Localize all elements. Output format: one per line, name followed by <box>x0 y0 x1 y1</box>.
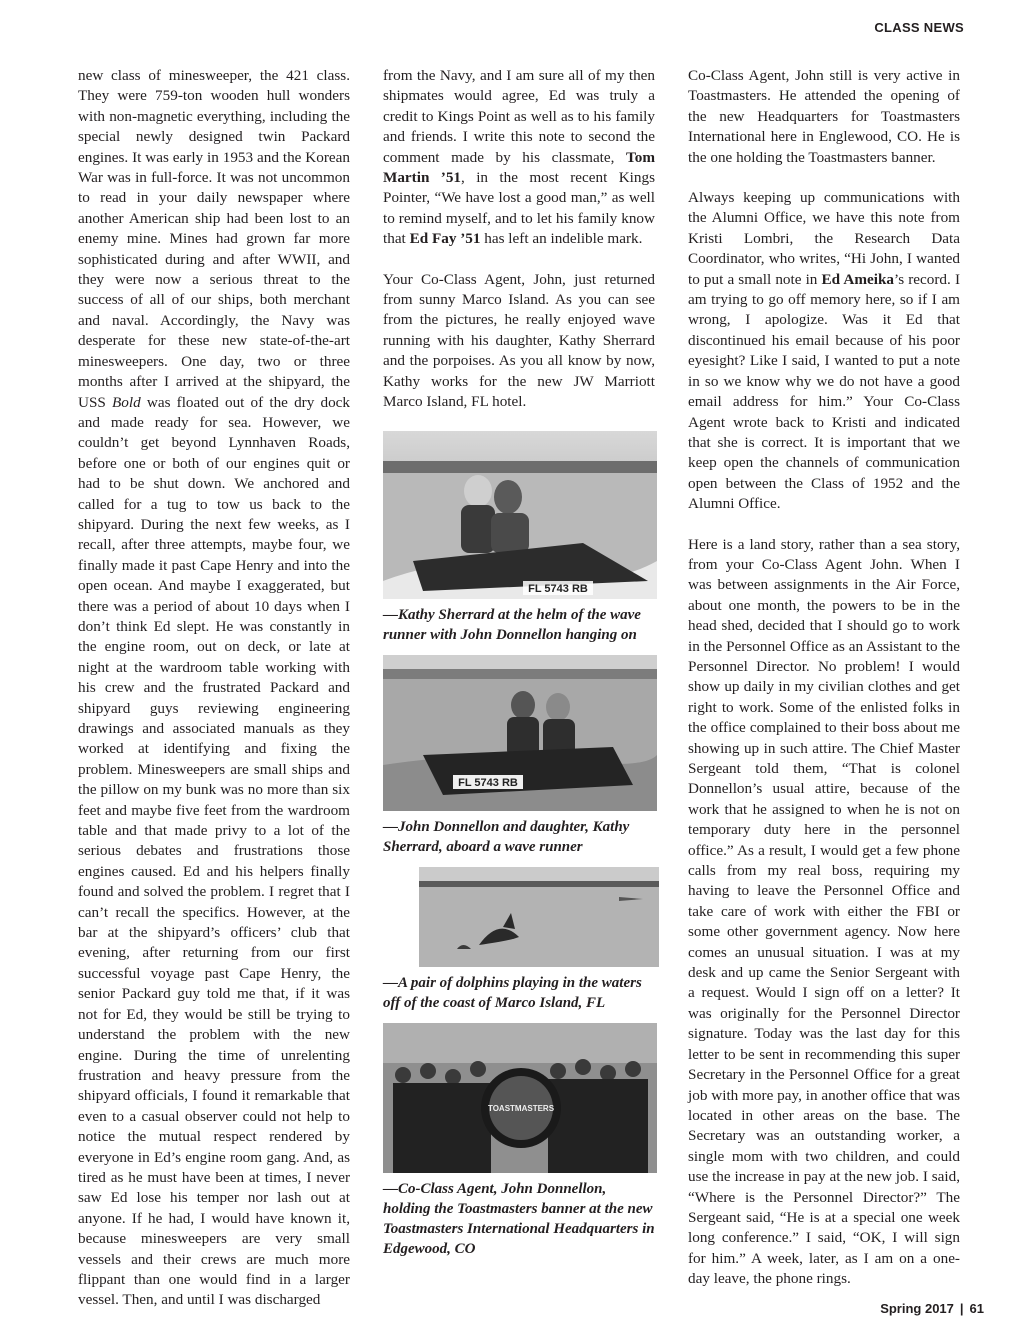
footer-separator: | <box>959 1301 964 1316</box>
caption-2: —John Donnellon and daughter, Kathy Sherrard, aboard a wave runner <box>383 818 630 855</box>
section-header: CLASS NEWS <box>874 20 964 35</box>
column-3-paragraph-3: Here is a land story, rather than a sea story, from your Co-Class Agent John. When I was between assignments in the Air Force, about one month, the powers to be in the head shed, decided that I should go to work in the Personnel Office as an Assistant to the Personnel Director. No problem! I would show up daily in my civilian clothes and get right to work. Some of the enlisted folks in the office complained to their boss about me showing up in such attire. The Chief Master Sergeant told them, “That is colonel Donnellon’s usual attire, because of the work that he assigned to when he is not on temporary duty here in the personnel office.” As a result, I would get a few phone calls from my real boss, requiring my having to leave the Personnel Office and take care of work with either the FBI or some other government agency. Now here comes an unusual situation. I was at my desk and up came the Senior Sergeant with a request. Would I sign off on a letter? It was originally for the Personnel Director signature. Today was the last day for this letter to be sent in recommending this super Secretary in the Personnel Office for a great job with more pay, in another office that was located in other areas on the base. The Secretary was an outstanding worker, a single mom with two children, and could use the increase in pay at the new job. I said, “Where is the Personnel Director?” The Sergeant said, “He is at a special one week long conference.” I said, “OK, I will sign for him.” A week, later, as I am on a one-day leave, the phone rings. <box>688 535 960 1288</box>
page-footer <box>880 1301 984 1316</box>
person-name: Ed Fay ’51 <box>409 230 481 248</box>
column-3-paragraph-2 <box>688 188 960 515</box>
column-3-paragraph-1: Co-Class Agent, John still is very active in Toastmasters. He attended the opening of the new Headquarters for Toastmasters International here in Englewood, CO. He is the one holding the Toastmasters banner. <box>688 67 960 166</box>
column-2-paragraph-2: Your Co-Class Agent, John, just returned from sunny Marco Island. As you can see from the pictures, he really enjoyed wave running with his daughter, Kathy Sherrard and the porpoises. As you all know by now, Kathy works for the new JW Marriott Marco Island, FL hotel. <box>383 270 655 411</box>
photo-wave-runner-1 <box>383 431 657 599</box>
column-1 <box>78 66 350 1331</box>
column-3 <box>688 66 960 1310</box>
column-2-paragraph-1 <box>383 66 655 250</box>
person-name: Ed Ameika <box>821 270 894 288</box>
page-number: 61 <box>969 1301 984 1316</box>
text-run: , in the most recent Kings Pointer, “We have lost a good man,” as well to remind myself, and to let his family know that <box>383 169 655 248</box>
photo-wave-runner-2-image <box>383 655 657 811</box>
text-run: was floated out of the dry dock and made ready for sea. However, we couldn’t get beyond Lynnhaven Roads, before one or both of our engines quit or had to be shut down. We anchored and called for a tug to tow us back to the shipyard. During the next few weeks, as I recall, after three attempts, maybe four, we finally made it past Cape Henry and into the open ocean. And maybe I exaggerated, but there was a period of about 10 days when I don’t think Ed slept. He was constantly in the engine room, out on deck, or late at night at the wardroom table working with his crew and the frustrated Packard and shipyard guys reviewing engineering drawings and associated manuals as they worked at identifying and fixing the problem. Minesweepers are small ships and the pillow on my bunk was no more than six feet and maybe five feet from the wardroom table and that made privy to a lot of the serious debates and frustrations those engines caused. Ed and his helpers finally found and solved the problem. I regret that I can’t recall the specifics. However, at the bar at the shipyard’s officers’ club that evening, after returning from our first successful voyage past Cape Henry, the senior Packard guy told me that, if it was not for Ed, they would be still be trying to understand the problem with the new engine. During the time of unrelenting frustration and heavy pressure from the shipyard officials, I found it remarkable that even to a casual observer could not help to notice the mutual respect rendered by everyone in Ed’s engine room gang. And, as tired as he must have been at times, I never saw Ed lose his temper nor lash out at anyone. If he had, I would have known it, because minesweepers are very small vessels and their crews are much more flippant than one would find in a larger vessel. Then, and until I was discharged <box>78 393 350 1309</box>
issue-label: Spring 2017 <box>880 1301 954 1316</box>
hull-registration: FL 5743 RB <box>458 776 518 789</box>
text-run: ’s record. I am trying to go off memory here, so if I am wrong, I apologize. Was it Ed that discontinued his email because of his poor eyesight? Like I said, I wanted to put a note in so we know why we do not have a good email address for him.” Your Co-Class Agent wrote back to Kristi and indicated that she is correct. It is important that we keep open the channels of communication open between the Class of 1952 and the Alumni Office. <box>688 270 960 513</box>
text-run: Always keeping up communications with the Alumni Office, we have this note from Kristi Lombri, the Research Data Coordinator, who writes, “Hi John, I wanted to put a small note in <box>688 189 960 288</box>
photo-toastmasters-group <box>383 1023 657 1173</box>
photo-wave-runner-1-image <box>383 431 657 599</box>
person-name: Tom Martin ’51 <box>383 148 655 187</box>
text-run: has left an indelible mark. <box>480 230 643 248</box>
photo-wave-runner-2 <box>383 655 657 811</box>
photo-toastmasters-group-image <box>383 1023 657 1173</box>
ship-name: Bold <box>112 393 141 411</box>
column-2 <box>383 66 655 1269</box>
text-run: from the Navy, and I am sure all of my then shipmates would agree, Ed was truly a credit to Kings Point as well as to his family and friends. I write this note to second the comment made by his classmate, <box>383 67 655 166</box>
text-run: new class of minesweeper, the 421 class. They were 759-ton wooden hull wonders with non-magnetic everything, including the special newly designed twin Packard engines. It was early in 1953 and the Korean War was in full-force. It was not uncommon to read in your daily newspaper where another American ship had been lost to an enemy mine. Mines had grown far more sophisticated during and after WWII, and they were now a serious threat to the success of all of our ships, both merchant and naval. Accordingly, the Navy was desperate for these new state-of-the-art minesweepers. One day, two or three months after I arrived at the shipyard, the USS <box>78 67 350 411</box>
caption-1: —Kathy Sherrard at the helm of the wave runner with John Donnellon hanging on <box>383 606 641 643</box>
caption-4: —Co-Class Agent, John Donnellon, holding the Toastmasters banner at the new Toastmasters International Headquarters in Edgewood, CO <box>383 1180 655 1257</box>
caption-3: —A pair of dolphins playing in the waters off of the coast of Marco Island, FL <box>383 974 642 1011</box>
banner-text: TOASTMASTERS <box>487 1103 555 1113</box>
photo-dolphins <box>419 867 659 967</box>
photo-dolphins-image <box>419 867 659 967</box>
column-1-paragraph <box>78 66 350 1311</box>
hull-registration: FL 5743 RB <box>528 582 588 595</box>
